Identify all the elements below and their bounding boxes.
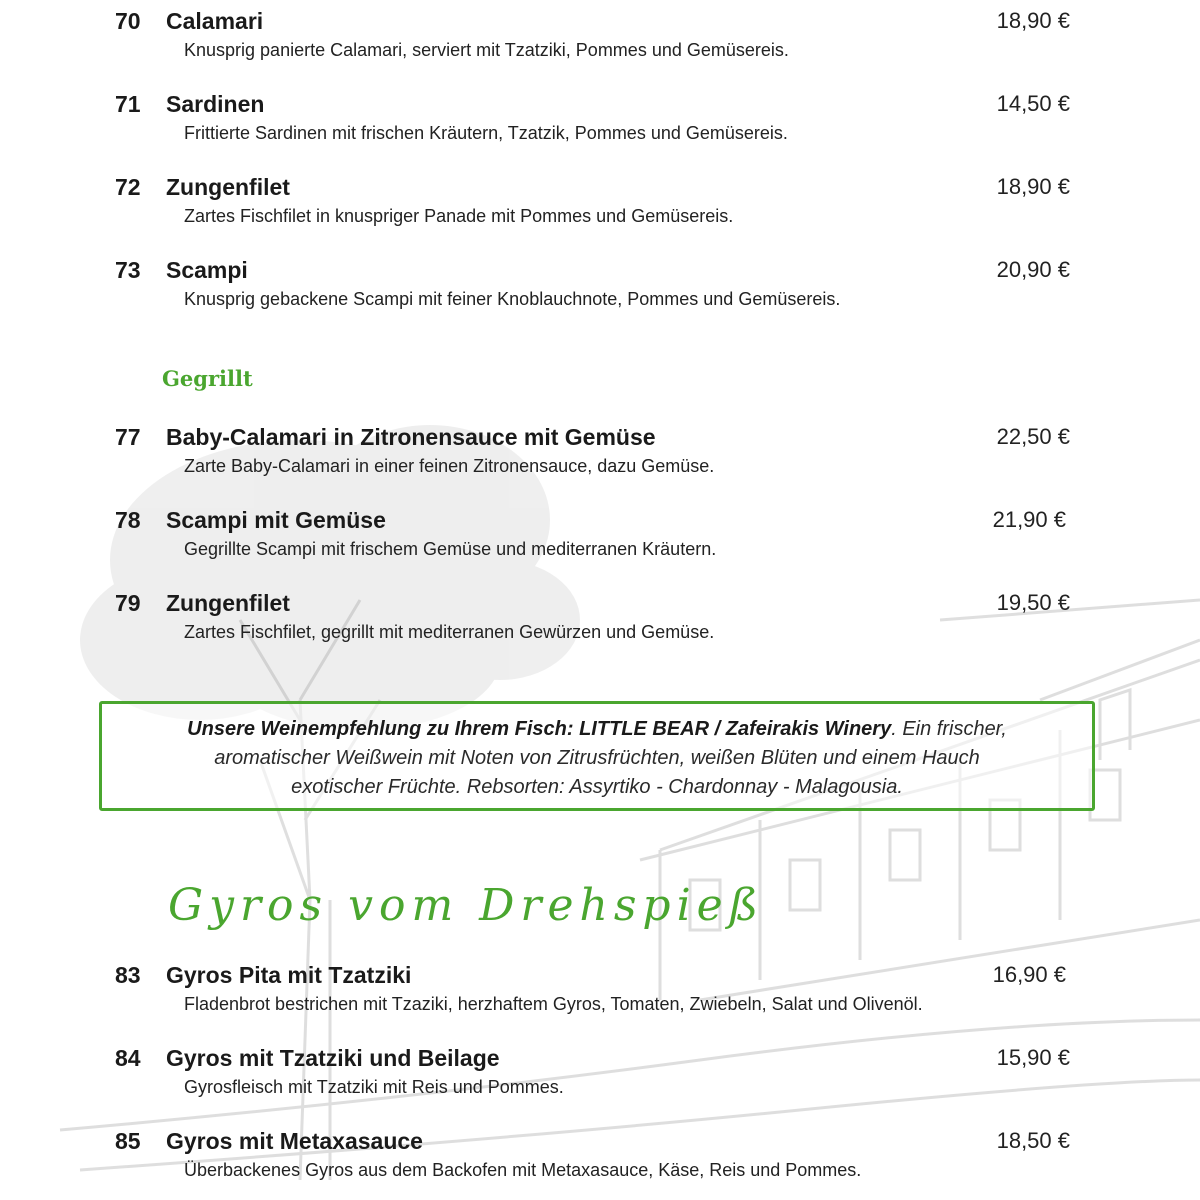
item-description: Knusprig panierte Calamari, serviert mit Tzatziki, Pommes und Gemüsereis. (184, 40, 789, 60)
section-heading-gyros: Gyros vom Drehspieß (168, 880, 765, 931)
item-description: Knusprig gebackene Scampi mit feiner Knoblauchnote, Pommes und Gemüsereis. (184, 289, 841, 309)
item-price: 18,90 € (996, 8, 1070, 33)
wine-line-1-rest: . Ein frischer, (891, 718, 1007, 740)
item-description: Zartes Fischfilet in knuspriger Panade mit Pommes und Gemüsereis. (184, 206, 734, 226)
item-number: 77 (115, 424, 141, 450)
item-name: Gyros Pita mit Tzatziki (166, 962, 412, 988)
item-number: 85 (115, 1128, 141, 1154)
item-price: 18,50 € (996, 1128, 1070, 1153)
wine-recommendation-box (99, 701, 1095, 811)
wine-line-1 (102, 715, 1092, 744)
item-name: Zungenfilet (166, 590, 290, 616)
wine-line-3: exotischer Früchte. Rebsorten: Assyrtiko - Chardonnay - Malagousia. (291, 776, 903, 798)
item-description: Gyrosfleisch mit Tzatziki mit Reis und Pommes. (184, 1077, 564, 1097)
item-price: 22,50 € (996, 424, 1070, 449)
item-number: 73 (115, 257, 141, 283)
item-number: 79 (115, 590, 141, 616)
item-number: 70 (115, 8, 141, 34)
item-number: 71 (115, 91, 141, 117)
item-name: Gyros mit Metaxasauce (166, 1128, 423, 1154)
item-number: 72 (115, 174, 141, 200)
item-description: Überbackenes Gyros aus dem Backofen mit Metaxasauce, Käse, Reis und Pommes. (184, 1160, 862, 1180)
item-name: Gyros mit Tzatziki und Beilage (166, 1045, 500, 1071)
item-price: 20,90 € (996, 257, 1070, 282)
item-description: Zarte Baby-Calamari in einer feinen Zitronensauce, dazu Gemüse. (184, 456, 715, 476)
item-name: Scampi (166, 257, 248, 283)
item-description: Zartes Fischfilet, gegrillt mit mediterranen Gewürzen und Gemüse. (184, 622, 715, 642)
item-description: Frittierte Sardinen mit frischen Kräutern, Tzatzik, Pommes und Gemüsereis. (184, 123, 788, 143)
item-name: Scampi mit Gemüse (166, 507, 386, 533)
item-number: 78 (115, 507, 141, 533)
wine-recommendation-lead: Unsere Weinempfehlung zu Ihrem Fisch: LITTLE BEAR / Zafeirakis Winery (187, 718, 892, 740)
section-heading-gegrillt: Gegrillt (162, 366, 253, 391)
item-name: Calamari (166, 8, 264, 34)
item-price: 18,90 € (996, 174, 1070, 199)
item-price: 14,50 € (996, 91, 1070, 116)
item-price: 15,90 € (996, 1045, 1070, 1070)
item-name: Baby-Calamari in Zitronensauce mit Gemüse (166, 424, 656, 450)
item-name: Sardinen (166, 91, 265, 117)
item-name: Zungenfilet (166, 174, 290, 200)
item-price: 16,90 € (992, 962, 1066, 987)
item-number: 83 (115, 962, 141, 988)
item-price: 19,50 € (996, 590, 1070, 615)
wine-line-2: aromatischer Weißwein mit Noten von Zitrusfrüchten, weißen Blüten und einem Hauch (214, 747, 980, 769)
item-number: 84 (115, 1045, 141, 1071)
item-description: Gegrillte Scampi mit frischem Gemüse und mediterranen Kräutern. (184, 539, 717, 559)
item-description: Fladenbrot bestrichen mit Tzaziki, herzhaftem Gyros, Tomaten, Zwiebeln, Salat und Olivenöl. (184, 994, 923, 1014)
item-price: 21,90 € (992, 507, 1066, 532)
